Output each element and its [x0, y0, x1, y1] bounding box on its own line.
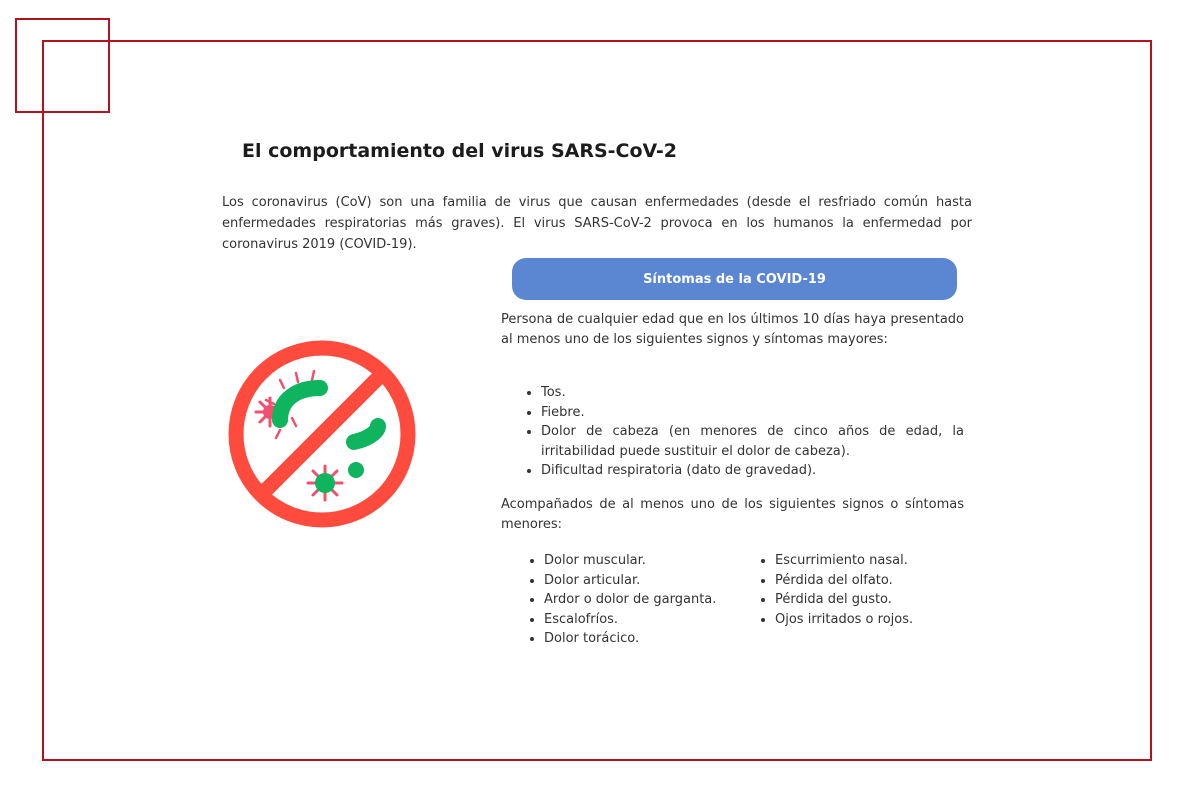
- minor-symptoms-list-right: [775, 551, 975, 629]
- list-item: Escurrimiento nasal.: [775, 551, 975, 571]
- list-item: Dificultad respiratoria (dato de gravedad).: [541, 461, 964, 481]
- list-item: Pérdida del gusto.: [775, 590, 975, 610]
- list-item: Escalofríos.: [544, 610, 731, 630]
- list-item: Ojos irritados o rojos.: [775, 610, 975, 630]
- decorative-corner-square: [15, 18, 110, 113]
- list-item: Dolor muscular.: [544, 551, 731, 571]
- list-item: Ardor o dolor de garganta.: [544, 590, 731, 610]
- virus-rod-large: [266, 371, 320, 438]
- list-item: Tos.: [541, 383, 964, 403]
- list-item: Pérdida del olfato.: [775, 571, 975, 591]
- symptoms-button[interactable]: Síntomas de la COVID-19: [512, 258, 957, 300]
- minor-symptoms-list-left: [544, 551, 731, 649]
- major-symptoms-intro: Persona de cualquier edad que en los últimos 10 días haya presentado al menos uno de los siguientes signos y síntomas mayores:: [501, 312, 964, 347]
- germ-bottom: [308, 466, 342, 500]
- intro-paragraph: Los coronavirus (CoV) son una familia de virus que causan enfermedades (desde el resfriado común hasta enfermedades respiratorias más graves). El virus SARS-CoV-2 provoca en los humanos la enfermedad por coronavirus 2019 (COVID-19).: [222, 195, 972, 252]
- virus-dot: [348, 462, 364, 478]
- list-item: Dolor articular.: [544, 571, 731, 591]
- major-symptoms-list: [541, 383, 964, 481]
- virus-rod-small: [354, 426, 378, 442]
- list-item: Dolor torácico.: [544, 629, 731, 649]
- page-title: El comportamiento del virus SARS-CoV-2: [242, 140, 677, 162]
- minor-symptoms-intro: Acompañados de al menos uno de los siguientes signos o síntomas menores:: [501, 497, 964, 532]
- list-item: Dolor de cabeza (en menores de cinco años de edad, la irritabilidad puede sustituir el dolor de cabeza).: [541, 422, 964, 461]
- list-item: Fiebre.: [541, 403, 964, 423]
- no-virus-icon: [226, 338, 418, 530]
